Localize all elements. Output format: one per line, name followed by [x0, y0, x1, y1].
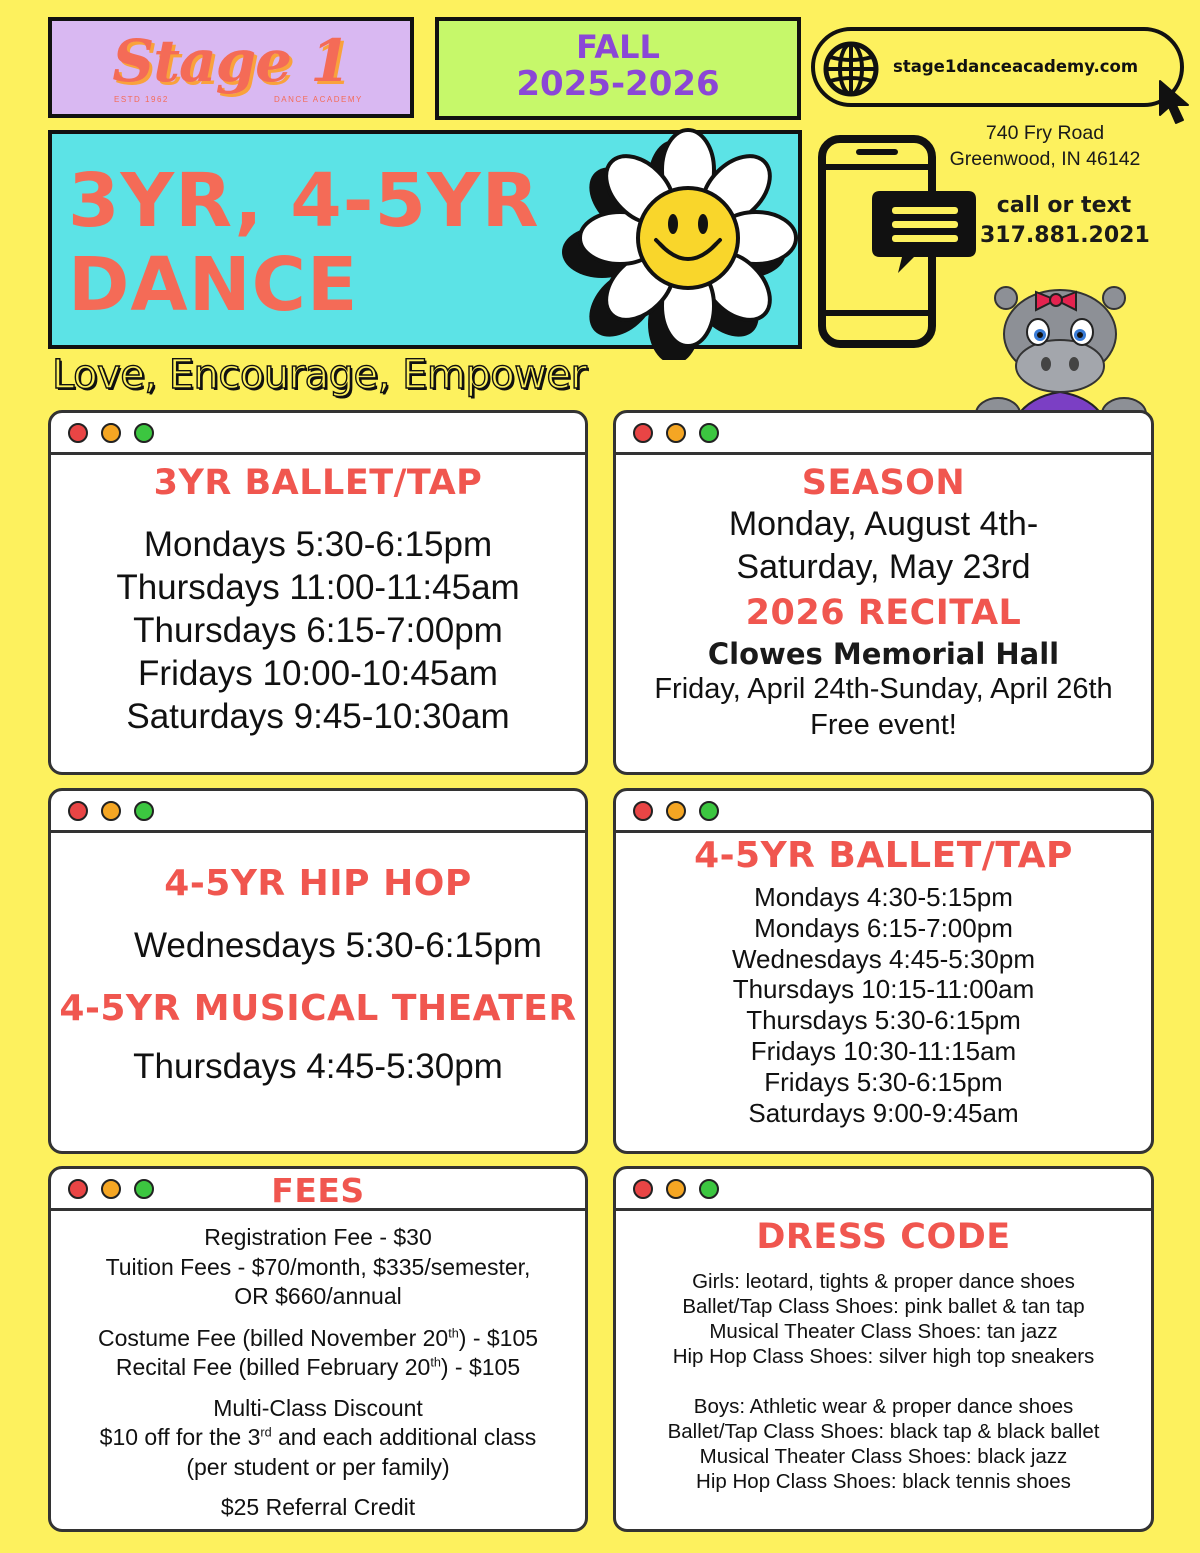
- maximize-dot-icon: [699, 423, 719, 443]
- window-title-bar: [616, 791, 1151, 833]
- season-panel: [613, 410, 1154, 775]
- minimize-dot-icon: [666, 1179, 686, 1199]
- cursor-icon: [1158, 79, 1200, 131]
- schedule-line: Wednesdays 4:45-5:30pm: [731, 943, 1036, 974]
- close-dot-icon: [68, 423, 88, 443]
- referral-credit: $25 Referral Credit: [220, 1494, 416, 1520]
- window-title-bar: [51, 791, 585, 833]
- dress-code-boys: [616, 1394, 1151, 1494]
- address-city: Greenwood, IN 46142: [949, 148, 1141, 170]
- ballet-45yr-title: 4-5YR BALLET/TAP: [694, 835, 1073, 876]
- dress-code-girls: [616, 1269, 1151, 1369]
- multi-class-note: (per student or per family): [186, 1453, 450, 1480]
- ballet-3yr-schedule: [51, 523, 585, 738]
- logo-estd: ESTD 1962: [114, 95, 169, 104]
- phone-number[interactable]: 317.881.2021: [980, 223, 1150, 248]
- window-title-bar: [51, 413, 585, 455]
- hiphop-title: 4-5YR HIP HOP: [164, 863, 472, 904]
- dress-code-line: Ballet/Tap Class Shoes: pink ballet & tan tap: [682, 1295, 1085, 1318]
- schedule-line: Saturdays 9:45-10:30am: [126, 697, 510, 736]
- recital-venue: Clowes Memorial Hall: [707, 637, 1060, 671]
- globe-icon: [821, 39, 881, 99]
- schedule-line: Thursdays 5:30-6:15pm: [746, 1005, 1021, 1036]
- contact-phone[interactable]: [980, 191, 1148, 251]
- theater-title: 4-5YR MUSICAL THEATER: [59, 988, 577, 1029]
- recital-dates: Friday, April 24th-Sunday, April 26th: [654, 673, 1113, 705]
- season-label: FALL: [576, 28, 660, 66]
- recital-note: Free event!: [810, 709, 957, 741]
- page-title: [68, 159, 540, 327]
- season-dates: [616, 503, 1151, 589]
- ballet-45yr-schedule: [616, 882, 1151, 1128]
- logo-box: [48, 17, 414, 118]
- dress-code-line: Boys: Athletic wear & proper dance shoes: [693, 1395, 1074, 1418]
- schedule-line: Mondays 4:30-5:15pm: [754, 882, 1013, 912]
- maximize-dot-icon: [134, 423, 154, 443]
- season-year-box: [435, 17, 801, 120]
- title-line-2: DANCE: [68, 242, 359, 328]
- ballet-45yr-panel: [613, 788, 1154, 1154]
- minimize-dot-icon: [666, 801, 686, 821]
- call-label: call or text: [996, 193, 1132, 218]
- maximize-dot-icon: [699, 801, 719, 821]
- theater-time: Thursdays 4:45-5:30pm: [133, 1047, 503, 1086]
- season-start: Monday, August 4th-: [728, 505, 1039, 543]
- schedule-line: Mondays 6:15-7:00pm: [754, 912, 1013, 943]
- close-dot-icon: [633, 1179, 653, 1199]
- schedule-line: Thursdays 10:15-11:00am: [732, 974, 1035, 1005]
- schedule-line: Thursdays 11:00-11:45am: [116, 568, 520, 607]
- minimize-dot-icon: [101, 423, 121, 443]
- schedule-line: Saturdays 9:00-9:45am: [748, 1097, 1019, 1128]
- season-end: Saturday, May 23rd: [736, 548, 1031, 586]
- fees-title: FEES: [271, 1171, 365, 1210]
- hiphop-theater-panel: [48, 788, 588, 1154]
- schedule-line: Thursdays 6:15-7:00pm: [133, 611, 503, 650]
- tagline: Love, Encourage, Empower: [52, 352, 587, 398]
- schedule-line: Fridays 5:30-6:15pm: [764, 1066, 1003, 1097]
- close-dot-icon: [68, 801, 88, 821]
- dress-code-line: Hip Hop Class Shoes: silver high top sneakers: [672, 1345, 1095, 1368]
- registration-fee: Registration Fee - $30: [204, 1224, 432, 1250]
- minimize-dot-icon: [666, 423, 686, 443]
- tuition-fee-annual: OR $660/annual: [234, 1283, 402, 1309]
- season-title: SEASON: [801, 463, 966, 503]
- smiley-daisy-icon: [560, 110, 800, 360]
- address-street: 740 Fry Road: [985, 122, 1105, 144]
- logo-text: Stage 1: [112, 27, 350, 95]
- dress-code-line: Musical Theater Class Shoes: black jazz: [699, 1445, 1068, 1468]
- multi-class-title: Multi-Class Discount: [213, 1394, 423, 1421]
- close-dot-icon: [633, 423, 653, 443]
- dress-code-line: Musical Theater Class Shoes: tan jazz: [709, 1320, 1058, 1343]
- tuition-fee: Tuition Fees - $70/month, $335/semester,: [105, 1253, 531, 1280]
- dress-code-line: Ballet/Tap Class Shoes: black tap & black ballet: [667, 1420, 1100, 1443]
- window-title-bar: [616, 1169, 1151, 1211]
- maximize-dot-icon: [134, 801, 154, 821]
- season-years: 2025-2026: [516, 64, 720, 104]
- maximize-dot-icon: [699, 1179, 719, 1199]
- minimize-dot-icon: [101, 801, 121, 821]
- schedule-line: Fridays 10:30-11:15am: [750, 1035, 1017, 1066]
- dress-code-panel: [613, 1166, 1154, 1532]
- dress-code-line: Girls: leotard, tights & proper dance shoes: [692, 1270, 1075, 1293]
- costume-fee: Costume Fee (billed November 20th) - $105: [97, 1324, 539, 1351]
- title-line-1: 3YR, 4-5YR: [68, 158, 540, 244]
- schedule-line: Fridays 10:00-10:45am: [138, 654, 498, 693]
- dress-code-title: DRESS CODE: [756, 1217, 1011, 1257]
- window-title-bar: [616, 413, 1151, 455]
- ballet-3yr-panel: [48, 410, 588, 775]
- close-dot-icon: [633, 801, 653, 821]
- logo-subtitle: DANCE ACADEMY: [274, 95, 363, 104]
- dress-code-line: Hip Hop Class Shoes: black tennis shoes: [696, 1470, 1071, 1493]
- window-title-bar: [51, 1169, 585, 1211]
- address: [930, 120, 1160, 172]
- recital-title: 2026 RECITAL: [745, 593, 1022, 633]
- website-link[interactable]: [811, 27, 1184, 107]
- fees-panel: [48, 1166, 588, 1532]
- ballet-3yr-title: 3YR BALLET/TAP: [153, 463, 483, 503]
- schedule-line: Mondays 5:30-6:15pm: [143, 525, 493, 564]
- hiphop-time: Wednesdays 5:30-6:15pm: [134, 926, 542, 965]
- multi-class-discount: $10 off for the 3rd and each additional class: [99, 1424, 537, 1450]
- website-text[interactable]: stage1danceacademy.com: [893, 57, 1139, 76]
- recital-fee: Recital Fee (billed February 20th) - $105: [115, 1354, 521, 1380]
